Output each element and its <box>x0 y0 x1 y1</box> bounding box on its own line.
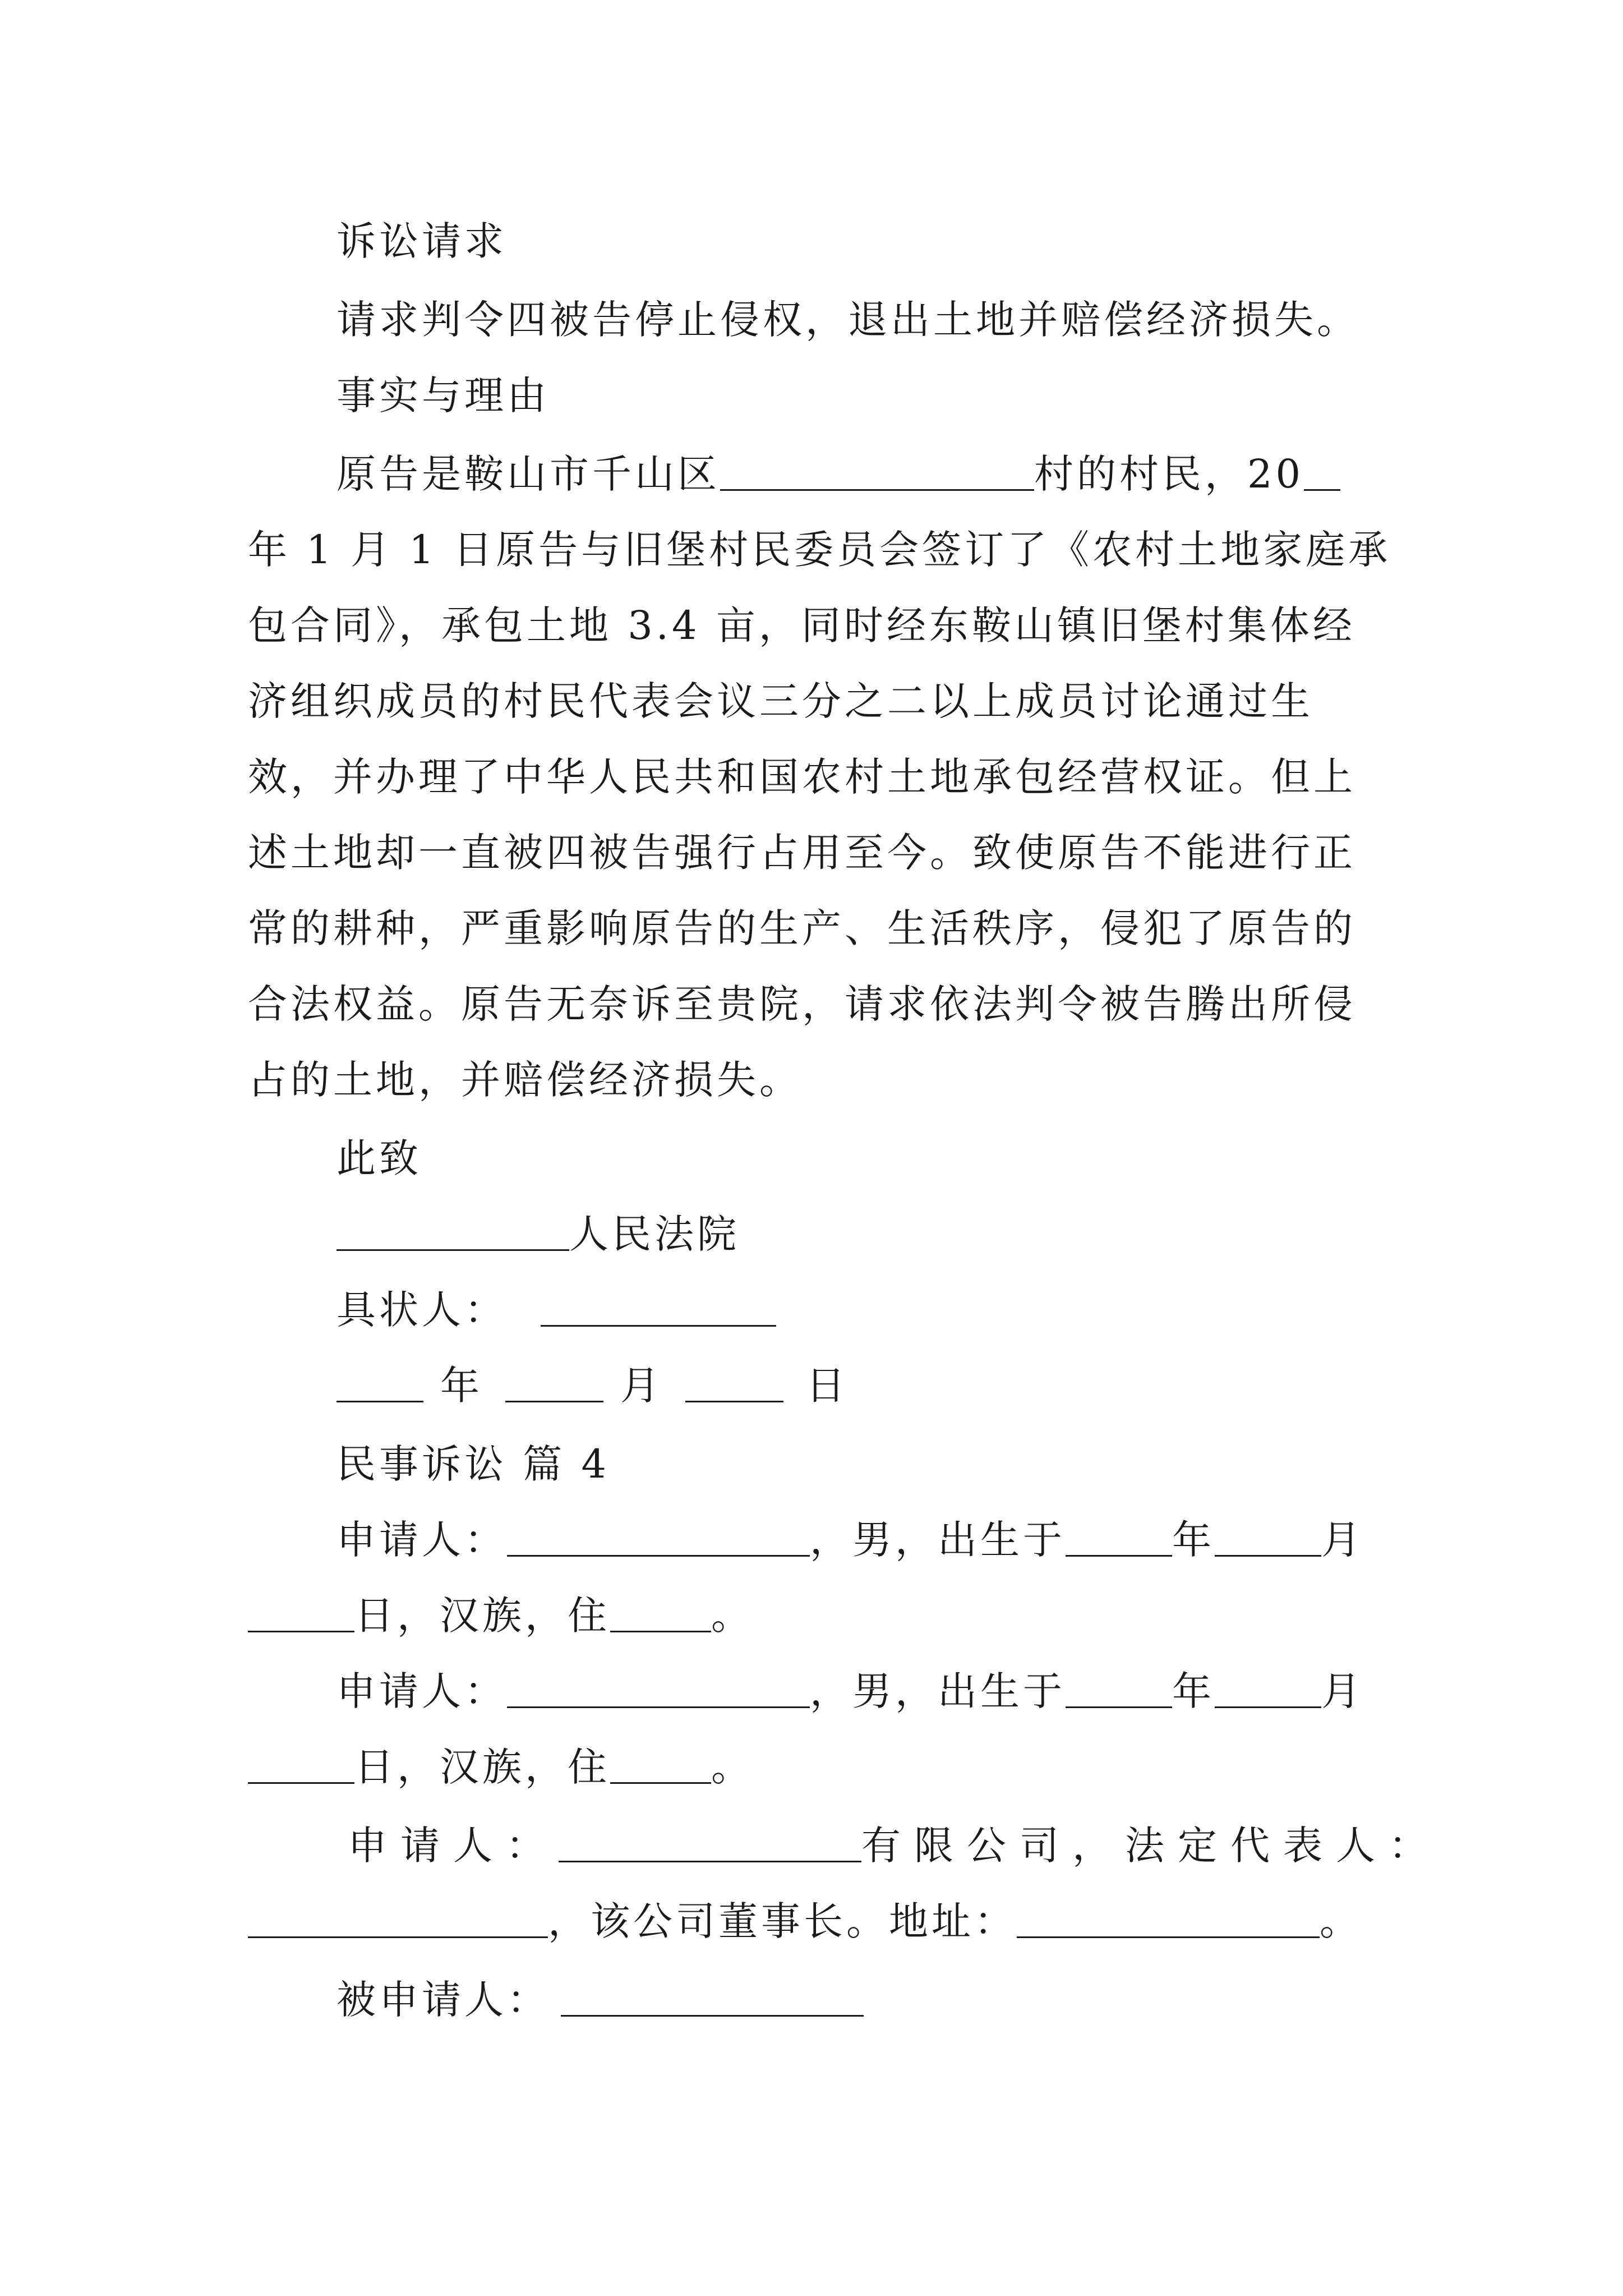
date-month-blank[interactable] <box>505 1367 603 1402</box>
company-address-blank[interactable] <box>1017 1903 1320 1938</box>
company-name-blank[interactable] <box>559 1827 861 1862</box>
legal-rep-blank[interactable] <box>248 1903 548 1938</box>
applicant-2-year-blank[interactable] <box>1066 1673 1172 1708</box>
facts-line-9: 占的土地，并赔偿经济损失。 <box>248 1057 802 1103</box>
date-day-blank[interactable] <box>685 1367 783 1402</box>
applicant-3-line-1 <box>348 1818 1441 1874</box>
facts-line-7: 常的耕种，严重影响原告的生产、生活秩序，侵犯了原告的 <box>248 905 1356 951</box>
date-year-blank[interactable] <box>336 1367 423 1402</box>
court-line <box>336 1206 740 1262</box>
period: 。 <box>1320 1898 1362 1944</box>
signer-label: 具状人： <box>336 1287 507 1333</box>
date-month-label: 月 <box>620 1363 663 1409</box>
facts-line-4: 济组织成员的村民代表会议三分之二以上成员讨论通过生 <box>248 678 1313 724</box>
date-day-label: 日 <box>806 1363 849 1409</box>
claims-text: 请求判令四被告停止侵权，退出土地并赔偿经济损失。 <box>336 297 1359 343</box>
section-4-title: 民事诉讼 篇 4 <box>336 1441 610 1487</box>
chairman-text: ，该公司董事长。地址： <box>548 1898 1017 1944</box>
heading-claims: 诉讼请求 <box>336 218 507 264</box>
date-line <box>336 1358 849 1414</box>
male-born-text: ，男，出生于 <box>810 1517 1066 1563</box>
salutation: 此致 <box>336 1135 422 1181</box>
respondent-blank[interactable] <box>561 1981 864 2017</box>
respondent-label: 被申请人： <box>336 1977 550 2023</box>
company-suffix-text: 有限公司，法定代表人： <box>861 1823 1441 1869</box>
applicant-1-name-blank[interactable] <box>507 1521 810 1557</box>
facts-line-2: 年 1 月 1 日原告与旧堡村民委员会签订了《农村土地家庭承 <box>248 527 1391 573</box>
male-born-text: ，男，出生于 <box>810 1668 1066 1714</box>
facts-line-1 <box>336 446 1340 502</box>
period: 。 <box>711 1593 754 1639</box>
applicant-1-line-1 <box>336 1512 1364 1568</box>
court-name-blank[interactable] <box>336 1216 569 1251</box>
applicant-1-line-2 <box>248 1588 754 1644</box>
applicant-label: 申请人： <box>348 1823 559 1869</box>
applicant-1-day-blank[interactable] <box>248 1597 354 1632</box>
day-ethnic-text: 日，汉族，住 <box>354 1744 610 1790</box>
applicant-1-year-blank[interactable] <box>1066 1521 1172 1557</box>
facts-line-5: 效，并办理了中华人民共和国农村土地承包经营权证。但上 <box>248 754 1356 800</box>
applicant-2-line-1 <box>336 1663 1364 1719</box>
applicant-2-line-2 <box>248 1739 754 1795</box>
facts-line-3: 包合同》，承包土地 3.4 亩，同时经东鞍山镇旧堡村集体经 <box>248 602 1355 648</box>
village-blank[interactable] <box>720 455 1034 491</box>
court-label: 人民法院 <box>569 1211 740 1257</box>
day-ethnic-text: 日，汉族，住 <box>354 1593 610 1639</box>
applicant-3-line-2 <box>248 1893 1362 1949</box>
facts-text: 村的村民，20 <box>1034 451 1304 497</box>
heading-facts: 事实与理由 <box>336 372 550 418</box>
signer-blank[interactable] <box>541 1291 776 1327</box>
facts-text: 原告是鞍山市千山区 <box>336 451 720 497</box>
year-label: 年 <box>1172 1668 1215 1714</box>
month-label: 月 <box>1321 1517 1364 1563</box>
applicant-2-address-blank[interactable] <box>610 1749 711 1784</box>
period: 。 <box>711 1744 754 1790</box>
date-year-label: 年 <box>440 1363 483 1409</box>
year-label: 年 <box>1172 1517 1215 1563</box>
applicant-label: 申请人： <box>336 1517 507 1563</box>
signer-line <box>336 1282 776 1338</box>
applicant-label: 申请人： <box>336 1668 507 1714</box>
facts-line-8: 合法权益。原告无奈诉至贵院，请求依法判令被告腾出所侵 <box>248 981 1356 1027</box>
applicant-1-month-blank[interactable] <box>1215 1521 1321 1557</box>
respondent-line <box>336 1972 864 2028</box>
facts-line-6: 述土地却一直被四被告强行占用至今。致使原告不能进行正 <box>248 830 1356 876</box>
year-blank[interactable] <box>1304 455 1340 491</box>
applicant-2-name-blank[interactable] <box>507 1673 810 1708</box>
applicant-2-month-blank[interactable] <box>1215 1673 1321 1708</box>
applicant-2-day-blank[interactable] <box>248 1749 354 1784</box>
month-label: 月 <box>1321 1668 1364 1714</box>
applicant-1-address-blank[interactable] <box>610 1597 711 1632</box>
